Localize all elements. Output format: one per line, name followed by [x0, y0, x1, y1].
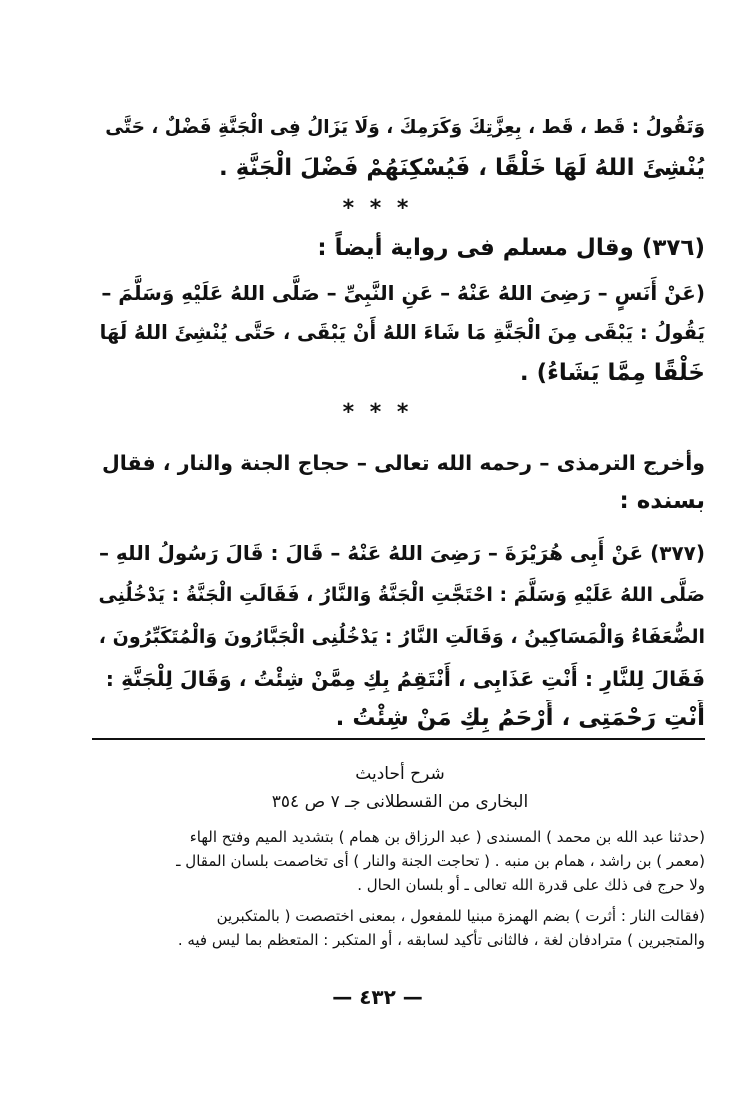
footnote-heading: شرح أحاديث [355, 764, 445, 784]
text-line: أَنْتِ رَحْمَتِى ، أَرْحَمُ بِكِ مَنْ شِئْتُ . [335, 705, 705, 731]
footnote-line: (حدثنا عبد الله بن محمد ) المسندى ( عبد الرزاق بن همام ) بتشديد الميم وفتح الهاء [189, 828, 705, 846]
hadith-heading: (٣٧٦) وقال مسلم فى رواية أيضاً : [317, 235, 705, 261]
text-line: يَقُولُ : يَبْقَى مِنَ الْجَنَّةِ مَا شَاءَ اللهُ أَنْ يَبْقَى ، حَتَّى يُنْشِئَ اللهُ لَهَا [99, 321, 705, 344]
text-line: بسنده : [619, 488, 705, 514]
text-line: (٣٧٧) عَنْ أَبِى هُرَيْرَةَ – رَضِىَ اللهُ عَنْهُ – قَالَ : قَالَ رَسُولُ اللهِ – [98, 541, 705, 565]
text-line: (عَنْ أَنَسٍ – رَضِىَ اللهُ عَنْهُ – عَنِ النَّبِىِّ – صَلَّى اللهُ عَلَيْهِ وَسَلَّمَ – [101, 281, 705, 305]
text-line: وأخرج الترمذى – رحمه الله تعالى – حجاج الجنة والنار ، فقال [101, 451, 705, 475]
footnote-line: (معمر ) بن راشد ، همام بن منبه . ( تحاجت الجنة والنار ) أى تخاصمت بلسان المقال ـ [176, 852, 705, 870]
section-separator: * * * [342, 400, 413, 425]
footnote-divider [92, 738, 705, 740]
text-line: خَلْقًا مِمَّا يَشَاءُ) . [519, 360, 705, 386]
footnote-source: البخارى من القسطلانى جـ ٧ ص ٣٥٤ [271, 792, 529, 812]
text-line: فَقَالَ لِلنَّارِ : أَنْتِ عَذَابِى ، أَنْتَقِمُ بِكِ مِمَّنْ شِئْتُ ، وَقَالَ لِلْجَنَّةِ : [105, 667, 705, 691]
footnote-line: ولا حرج فى ذلك على قدرة الله تعالى ـ أو بلسان الحال . [357, 876, 705, 894]
text-line: يُنْشِئَ اللهُ لَهَا خَلْقًا ، فَيُسْكِنَهُمْ فَضْلَ الْجَنَّةِ . [218, 155, 705, 181]
section-separator: * * * [342, 196, 413, 221]
footnote-line: (فقالت النار : أثرت ) بضم الهمزة مبنيا للمفعول ، بمعنى اختصصت ( بالمتكبرين [216, 907, 705, 925]
footnote-line: والمتجبرين ) مترادفان لغة ، فالثانى تأكيد لسابقه ، أو المتكبر : المتعظم بما ليس فيه . [177, 931, 705, 949]
text-line: صَلَّى اللهُ عَلَيْهِ وَسَلَّمَ : احْتَجَّتِ الْجَنَّةُ وَالنَّارُ ، فَقَالَتِ الْجَنَّةُ : يَدْخُلُنِى [98, 584, 705, 606]
text-line: وَتَقُولُ : قَط ، قَط ، بِعِزَّتِكَ وَكَرَمِكَ ، وَلَا يَزَالُ فِى الْجَنَّةِ فَضْلٌ ، حَتَّى [105, 117, 705, 138]
page-number: — ٤٣٢ — [332, 985, 423, 1009]
text-line: الضُّعَفَاءُ وَالْمَسَاكِينُ ، وَقَالَتِ النَّارُ : يَدْخُلُنِى الْجَبَّارُونَ وَالْمُتَكَبِّرُونَ ، [98, 626, 705, 648]
